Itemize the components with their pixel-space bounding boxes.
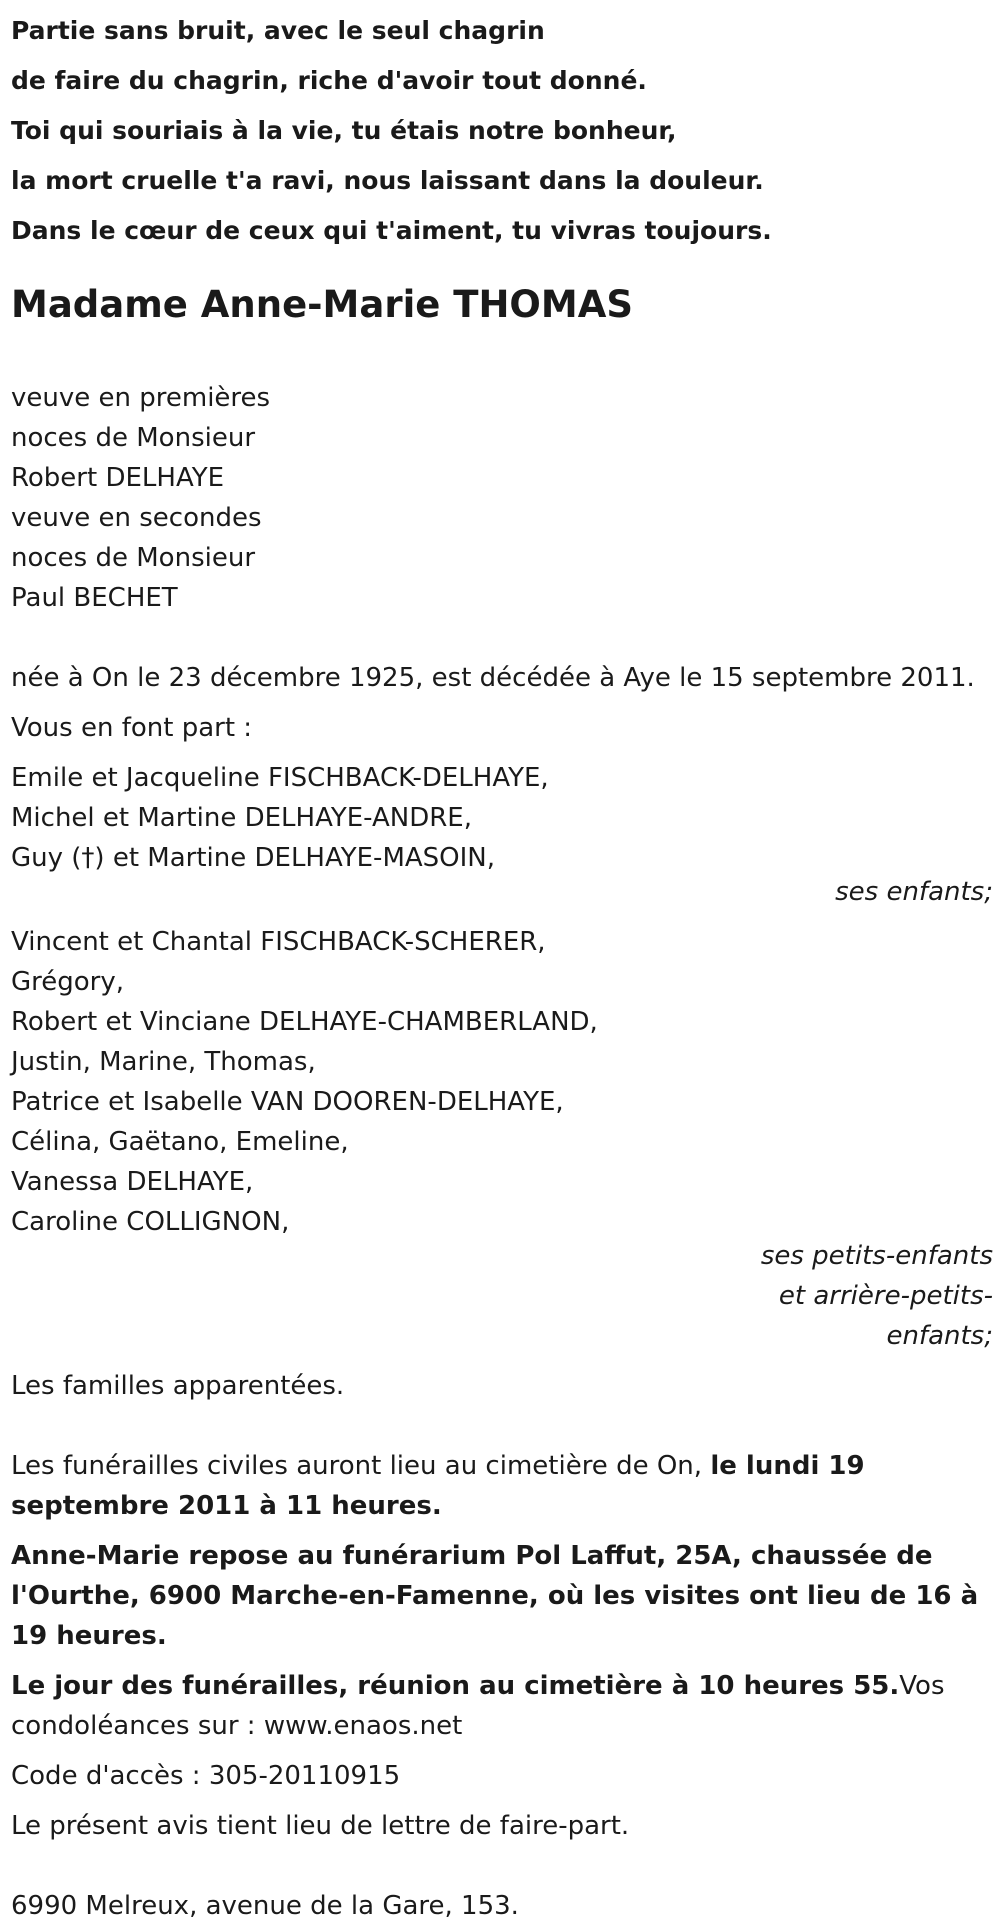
- children-list: [11, 758, 997, 878]
- relatives-line: Les familles apparentées.: [11, 1371, 345, 1401]
- child-entry: Guy (†) et Martine DELHAYE-MASOIN,: [11, 843, 496, 873]
- poem-line: Partie sans bruit, avec le seul chagrin: [11, 16, 545, 45]
- grandchild-entry: Vanessa DELHAYE,: [11, 1167, 254, 1197]
- poem-line: Dans le cœur de ceux qui t'aiment, tu vivras toujours.: [11, 216, 772, 245]
- poem-line: Toi qui souriais à la vie, tu étais notre bonheur,: [11, 116, 677, 145]
- grandchild-entry: Caroline COLLIGNON,: [11, 1207, 290, 1237]
- grandchildren-role: [11, 1236, 997, 1356]
- grandchild-entry: Grégory,: [11, 967, 125, 997]
- poem-line: la mort cruelle t'a ravi, nous laissant dans la douleur.: [11, 166, 764, 195]
- grandchild-entry: Célina, Gaëtano, Emeline,: [11, 1127, 349, 1157]
- meeting-and-condolences: [11, 1666, 997, 1746]
- funeral-details: [11, 1446, 997, 1526]
- condolences-text: Vos condoléances sur : www.enaos.net: [11, 1671, 945, 1741]
- announcement-intro: Vous en font part :: [11, 713, 253, 743]
- rest-place: Anne-Marie repose au funérarium Pol Laffut, 25A, chaussée de l'Ourthe, 6900 Marche-en-Famenne, où les visites ont lieu de 16 à 19 heures.: [11, 1541, 979, 1651]
- grandchildren-list: [11, 922, 997, 1242]
- child-entry: Emile et Jacqueline FISCHBACK-DELHAYE,: [11, 763, 549, 793]
- spouse-info: [11, 378, 997, 618]
- funeral-date: le lundi 19 septembre 2011 à 11 heures.: [11, 1451, 865, 1521]
- grandchildren-role-line: ses petits-enfants: [760, 1241, 993, 1271]
- spouse-line: noces de Monsieur: [11, 543, 256, 573]
- grandchildren-role-line: et arrière-petits-: [778, 1281, 993, 1311]
- children-role: ses enfants;: [835, 877, 993, 907]
- grandchild-entry: Robert et Vinciane DELHAYE-CHAMBERLAND,: [11, 1007, 598, 1037]
- spouse-line: veuve en secondes: [11, 503, 262, 533]
- obituary-document: [11, 0, 997, 1926]
- poem-line: de faire du chagrin, riche d'avoir tout donné.: [11, 66, 647, 95]
- spouse-line: Paul BECHET: [11, 583, 178, 613]
- poem: [11, 0, 997, 256]
- notice-text: Le présent avis tient lieu de lettre de faire-part.: [11, 1811, 630, 1841]
- spouse-line: noces de Monsieur: [11, 423, 256, 453]
- grandchild-entry: Justin, Marine, Thomas,: [11, 1047, 316, 1077]
- spouse-line: veuve en premières: [11, 383, 271, 413]
- deceased-name: Madame Anne-Marie THOMAS: [11, 283, 633, 326]
- funeral-intro: Les funérailles civiles auront lieu au cimetière de On,: [11, 1451, 711, 1481]
- family-address: 6990 Melreux, avenue de la Gare, 153.: [11, 1891, 519, 1921]
- meeting-time: Le jour des funérailles, réunion au cimetière à 10 heures 55.: [11, 1671, 900, 1701]
- child-entry: Michel et Martine DELHAYE-ANDRE,: [11, 803, 472, 833]
- grandchildren-role-line: enfants;: [886, 1321, 993, 1351]
- grandchild-entry: Vincent et Chantal FISCHBACK-SCHERER,: [11, 927, 546, 957]
- spouse-line: Robert DELHAYE: [11, 463, 225, 493]
- grandchild-entry: Patrice et Isabelle VAN DOOREN-DELHAYE,: [11, 1087, 564, 1117]
- birth-death-line: née à On le 23 décembre 1925, est décédée à Aye le 15 septembre 2011.: [11, 663, 975, 693]
- access-code: Code d'accès : 305-20110915: [11, 1761, 401, 1791]
